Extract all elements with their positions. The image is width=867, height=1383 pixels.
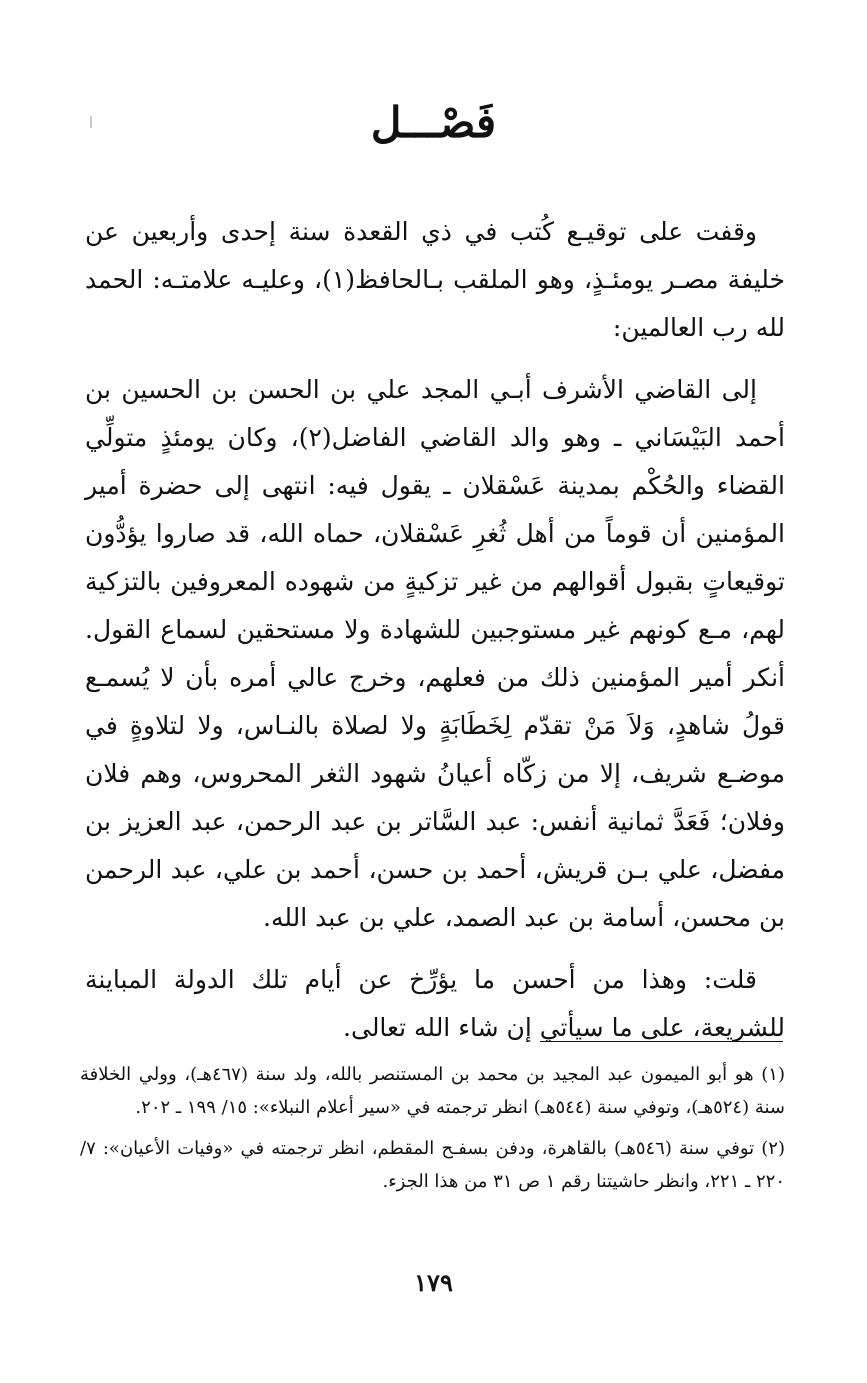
footnote-separator — [540, 1041, 783, 1042]
footnote-2: (٢) توفي سنة (٥٤٦هـ) بالقاهرة، ودفن بسفـح المقطم، انظر ترجمته في «وفيات الأعيان»: ٧/ ٢٢٠ ـ ٢٢١، وانظر حاشيتنا رقم ١ ص ٣١ من هذا الجزء. — [80, 1138, 785, 1192]
footnotes — [80, 1058, 785, 1206]
page-number: ١٧٩ — [414, 1268, 453, 1297]
section-title: فَصْـــل — [370, 98, 497, 147]
main-text — [85, 208, 785, 1066]
footnote-1: (١) هو أبو الميمون عبد المجيد بن محمد بن المستنصر بالله، ولد سنة (٤٦٧هـ)، وولي الخلافة سنة (٥٢٤هـ)، وتوفي سنة (٥٤٤هـ) انظر ترجمته في «سير أعلام النبلاء»: ١٥/ ١٩٩ ـ ٢٠٢. — [80, 1064, 785, 1118]
paragraph-1: وقفت على توقيـع كُتب في ذي القعدة سنة إحدى وأربعين عن خليفة مصـر يومئـذٍ، وهو الملقب بـالحافظ(١)، وعليـه علامتـه: الحمد لله رب العالمين: — [85, 217, 785, 342]
paragraph-3: قلت: وهذا من أحسن ما يؤرِّخ عن أيام تلك الدولة المباينة للشريعة، على ما سيأتي إن شاء الله تعالى. — [85, 965, 785, 1042]
paragraph-2: إلى القاضي الأشرف أبـي المجد علي بن الحسن بن الحسين بن أحمد البَيْسَاني ـ وهو والد القاضي الفاضل(٢)، وكان يومئذٍ متولِّي القضاء والحُكْم بمدينة عَسْقلان ـ يقول فيه: انتهى إلى حضرة أمير المؤمنين أن قوماً من أهل ثُغرِ عَسْقلان، حماه الله، قد صاروا يؤدُّون توقيعاتٍ بقبول أقوالهم من غير تزكيةٍ من شهوده المعروفين بالتزكية لهم، مـع كونهم غير مستوجبين للشهادة ولا مستحقين لسماع القول. أنكر أمير المؤمنين ذلك من فعلهم، وخرج عالي أمره بأن لا يُسمـع قولُ شاهدٍ، وَلاَ مَنْ تقدّم لِخَطَابَةٍ ولا لصلاة بالنـاس، ولا لتلاوةٍ في موضـع شريف، إلا من زكّاه أعيانُ شهود الثغر المحروس، وهم فلان وفلان؛ فَعَدَّ ثمانية أنفس: عبد السَّاتر بن عبد الرحمن، عبد العزيز بن مفضل، علي بـن قريش، أحمد بن حسن، أحمد بن علي، عبد الرحمن بن محسن، أسامة بن عبد الصمد، علي بن عبد الله. — [85, 375, 785, 932]
